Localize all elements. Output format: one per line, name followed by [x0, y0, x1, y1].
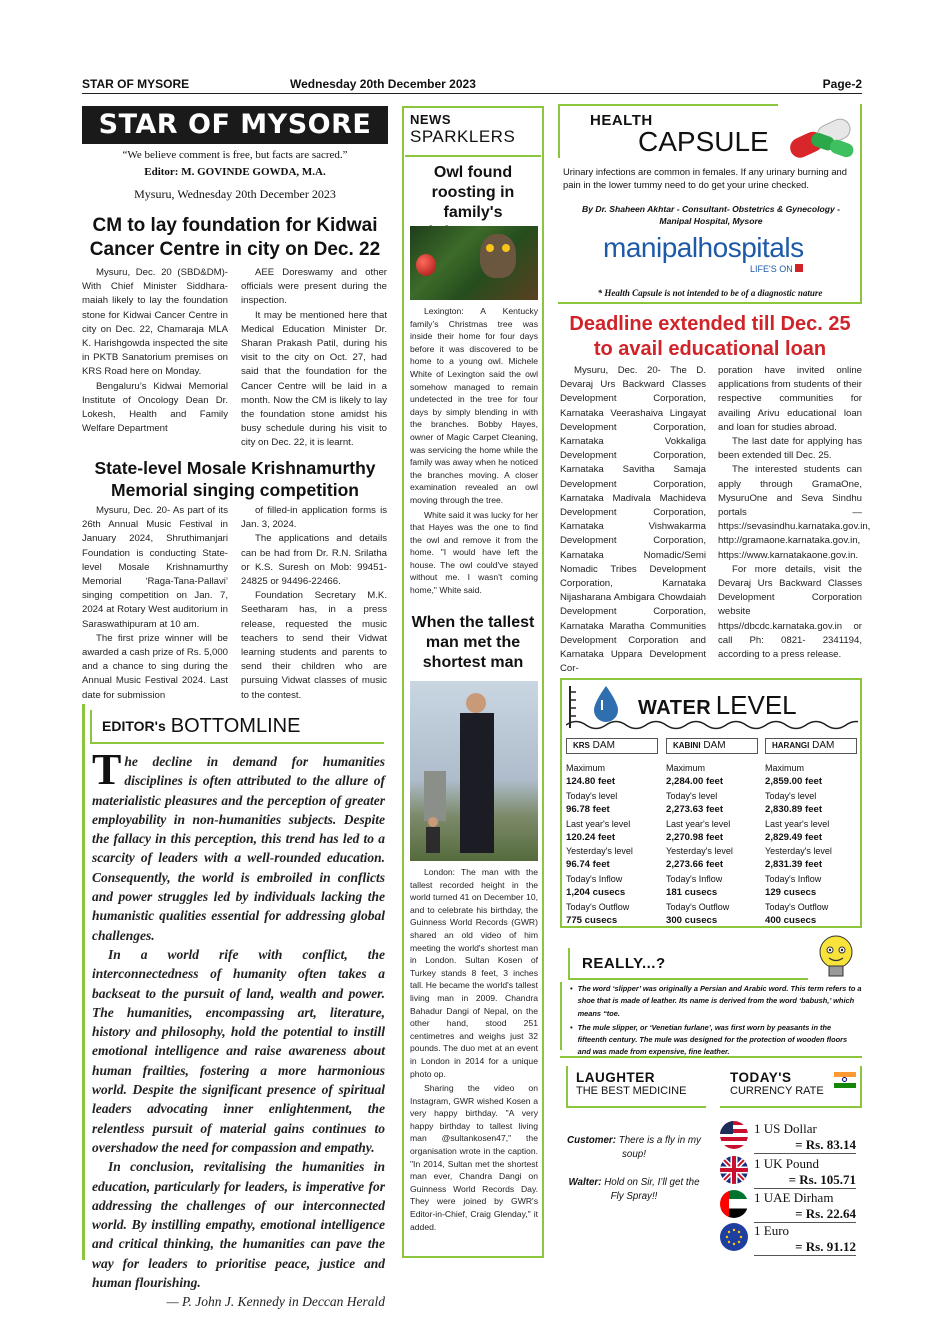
short-man-body-icon	[426, 827, 440, 853]
dam-name-bold: HARANGI	[772, 741, 810, 750]
dam-today-label: Today's level	[566, 790, 618, 801]
kidwai-para: AEE Doreswamy and other officials were present during the inspection.	[241, 267, 387, 307]
health-label-2: CAPSULE	[638, 126, 769, 157]
dam-last-label: Last year's level	[566, 818, 631, 829]
capsule-icon	[782, 116, 860, 160]
health-label-1: HEALTH	[590, 112, 653, 129]
really-item-text: The word ‘slipper’ was originally a Persian and Arabic word. This term refers to a shoe that is made of leather. Its name is derived from the word ‘babush,’ which means “toe.	[577, 984, 862, 1018]
plus-icon	[795, 264, 803, 272]
kidwai-headline-line2: Cancer Centre in city on Dec. 22	[89, 239, 381, 260]
joke-waiter-text: Hold on Sir, I’ll get the Fly Spray!!	[604, 1177, 700, 1203]
kidwai-headline	[82, 214, 388, 262]
tall-man-head-icon	[466, 693, 486, 713]
laughter-label-box	[566, 1066, 706, 1108]
dam-today-value: 96.78 feet	[566, 803, 610, 815]
building-icon	[424, 771, 446, 821]
news-label-1: NEWS	[410, 112, 451, 127]
uk-flag-icon	[720, 1156, 748, 1184]
dam-outflow-value: 775 cusecs	[566, 914, 618, 926]
mosale-para: of filled-in application forms is Jan. 3, 2024.	[241, 505, 387, 531]
rate-aed-name: 1 UAE Dirham	[754, 1190, 834, 1205]
news-label-2: SPARKLERS	[410, 127, 516, 146]
owl-photo	[410, 226, 538, 300]
rate-usd-name: 1 US Dollar	[754, 1121, 817, 1136]
dam-last-value: 120.24 feet	[566, 831, 616, 843]
dam-header	[666, 738, 758, 754]
mosale-headline-line1: State-level Mosale Krishnamurthy	[94, 458, 376, 478]
wave-line	[566, 718, 858, 732]
owl-para: Lexington: A Kentucky family’s Christmas tree was inside their home for four days before it was discovered to be home to a young owl. Michele White of Lexington said the owl somehow managed to remain undetected in the tree for four days by simply blending in with the branches. Bobby Hayes, owner of Magic Carpet Cleaning, was servicing the home while the family was away when he noticed the branches moving. A closer examination revealed an owl moving through the tree.	[410, 306, 538, 505]
dam-name-bold: KRS	[573, 741, 590, 750]
dam-outflow-label: Today's Outflow	[765, 902, 829, 913]
dam-last-value: 2,829.49 feet	[765, 831, 823, 843]
dam-name: DAM	[592, 740, 615, 751]
joke-customer-text: There is a fly in my soup!	[618, 1135, 701, 1161]
owl-headline: Owl found roosting in family's	[431, 164, 515, 221]
loan-para: Mysuru, Dec. 20- The D. Devaraj Urs Backward Classes Development Corporation, Karnataka Veerashaiva Lingayat Development Corporation, Karnataka Vokkaliga Development Corporation, Karnataka Savitha Samaja Development Corporation, Karnataka Madivala Machideva Development Corporation, Karnataka Vishwakarma Development Corporation, Karnataka Nomadic/Semi Nomadic Tribes Development Corporation, Karnataka Nijasharana Ambigara Chowdaiah Development Corporation, Karnataka Maratha Communities Development Corporation and Karnataka Uppara Development Cor-	[560, 365, 706, 675]
ornament-icon	[416, 254, 436, 276]
editorial-label-thin: BOTTOMLINE	[170, 714, 301, 737]
dam-last-value: 2,270.98 feet	[666, 831, 724, 843]
mosale-headline	[82, 457, 388, 501]
joke-waiter-label: Walter:	[568, 1177, 602, 1188]
manipal-tagline	[750, 264, 803, 274]
dam-outflow-label: Today's Outflow	[666, 902, 730, 913]
loan-col2	[718, 364, 871, 662]
dam-table	[566, 738, 858, 928]
rate-gbp-value: = Rs. 105.71	[754, 1172, 856, 1189]
mosale-para: The first prize winner will be awarded a cash prize of Rs. 5,000 and a chance to sing during the Annual Music Festival 2024. Last date for submission	[82, 632, 228, 701]
water-label	[638, 690, 797, 721]
editorial-para: In conclusion, revitalising the humanities in education, particularly for leaders, is imperative for addressing the challenges of our interconnected world. By instilling empathy, emotional intelligence and critical thinking, the humanities can pave the way for leaders to prioritise peace, justice and human flourishing.	[92, 1159, 385, 1291]
joke-customer-label: Customer:	[567, 1135, 617, 1146]
dam-name: DAM	[812, 740, 835, 751]
owl-eye-icon	[502, 244, 510, 252]
loan-headline-line2: to avail educational loan	[593, 338, 827, 360]
dam-yest-value: 2,831.39 feet	[765, 859, 823, 871]
short-man-head-icon	[428, 817, 438, 827]
water-label-1: WATER	[638, 697, 712, 719]
mosale-headline-line2: Memorial singing competition	[111, 480, 359, 500]
news-label	[410, 112, 538, 147]
loan-para: For more details, visit the Devaraj Urs Backward Classes Development Corporation website https//dbcdc.karnataka.gov.in or call Ph: 0821- 2341194, according to a press release.	[718, 563, 862, 661]
joke-customer	[566, 1134, 702, 1163]
tallest-text	[410, 866, 538, 1233]
health-text: Urinary infections are common in females. If any urinary burning and pain in the lower tummy need to do get your urine checked.	[563, 166, 847, 190]
editorial-para: In a world rife with conflict, the interconnectedness of humanity often takes a backseat to the pursuit of land, wealth and power. The humanities, encompassing art, literature, history and philosophy, hold the potential to instill emotional intelligence and raise awareness about human frailties, fostering a more harmonious world. Despite the significant presence of spiritual leaders advocating inner enlightenment, the relentless pursuit of material gains continues to overshadow the need for compassion and empathy.	[92, 946, 385, 1155]
dam-krs	[566, 738, 658, 928]
health-disclaimer: * Health Capsule is not intended to be of a diagnostic nature	[597, 288, 823, 298]
india-flag-icon	[834, 1072, 856, 1088]
owl-text	[410, 305, 538, 597]
dam-values	[566, 762, 658, 928]
currency-label-1: TODAY'S	[730, 1070, 792, 1085]
masthead-dateline: Mysuru, Wednesday 20th December 2023	[134, 187, 336, 201]
kidwai-para: Bengaluru’s Kidwai Memorial Institute of Oncology Dean Dr. Lokesh, Health and Family Welfare Department	[82, 380, 228, 435]
dam-yest-label: Yesterday's level	[765, 846, 832, 857]
rate-eur-name: 1 Euro	[754, 1223, 790, 1238]
rate-eur-value: = Rs. 91.12	[754, 1239, 856, 1256]
dam-max-label: Maximum	[666, 763, 706, 773]
really-label-box	[568, 948, 808, 980]
dam-header	[566, 738, 658, 754]
dam-outflow-label: Today's Outflow	[566, 902, 630, 913]
mosale-para: Foundation Secretary M.K. Seetharam has, in a press release, requested the music teachers to send their Vidwat learning students and parents to send their children who are pursuing Vidwat classes of music to the contest.	[241, 590, 387, 701]
editorial-para: he decline in demand for humanities disciplines is often attributed to the allure of materialistic pleasures and the perception of greater employability in non-humanities subjects. Despite the fallacy in this perception, this trend has led to a scarcity of leaders with a well-rounded education. Consequently, the world is embroiled in conflicts and power struggles led by individuals lacking the humanistic qualities essential for addressing global challenges.	[92, 754, 385, 943]
dam-yest-label: Yesterday's level	[566, 846, 633, 857]
news-label-rule	[405, 155, 541, 157]
health-label	[590, 112, 769, 155]
dam-inflow-value: 129 cusecs	[765, 887, 817, 899]
really-item-text: The mule slipper, or ‘Venetian furlane’, was first worn by peasants in the fifteenth century. The mule was designed for the protection of wooden floors and was made from expensive, fine leather.	[577, 1022, 848, 1057]
dam-values	[765, 762, 857, 928]
tallest-photo	[410, 681, 538, 861]
masthead-motto: “We believe comment is free, but facts are sacred.”	[122, 149, 348, 161]
loan-para: poration have invited online applications from students of their respective communities for availing Arivu educational loan and loan for studies abroad.	[718, 365, 862, 433]
laughter-label-2: THE BEST MEDICINE	[576, 1085, 687, 1097]
loan-col1	[560, 364, 706, 676]
dam-max-label: Maximum	[566, 763, 606, 773]
dam-inflow-label: Today's Inflow	[666, 874, 723, 885]
dam-max-value: 124.80 feet	[566, 775, 616, 787]
tall-man-body-icon	[460, 713, 494, 853]
us-flag-icon	[720, 1121, 748, 1149]
loan-para: The interested students can apply through GramaOne, MysuruOne and Seva Sindhu portals — https://sevasindhu.karnataka.gov.in, http://gramaone.karnataka.gov.in, https://www.karnatakaone.gov.in.	[718, 464, 871, 561]
dam-harangi	[765, 738, 857, 928]
owl-icon	[480, 234, 516, 278]
dam-inflow-value: 1,204 cusecs	[566, 887, 626, 899]
rate-usd-value: = Rs. 83.14	[754, 1137, 856, 1154]
masthead-title: STAR OF MYSORE	[82, 106, 388, 144]
water-label-2: LEVEL	[715, 690, 797, 720]
masthead-editor: Editor: M. GOVINDE GOWDA, M.A.	[144, 166, 326, 178]
dam-outflow-value: 400 cusecs	[765, 914, 817, 926]
really-bottom-rule	[560, 1056, 862, 1058]
header-date: Wednesday 20th December 2023	[290, 77, 476, 91]
editorial-label-bold: EDITOR's	[102, 718, 166, 734]
tallest-para: London: The man with the tallest recorded height in the world turned 41 on December 10, and to celebrate his birthday, the Guinness World Records (GWR) shared an old video of him meeting the world's shortest man in London. Sultan Kosen of Turkey stands 8 feet, 3 inches tall. He became the world's tallest living man in 2009. Chandra Bahadur Dangi of Nepal, on the other hand, stood 251 centimetres and weighs just 32 pounds. The duo met at an event in London in 2014 for a unique photo op.	[410, 867, 538, 1079]
kidwai-col2	[241, 266, 387, 451]
eu-flag-icon	[720, 1223, 748, 1251]
loan-headline	[556, 312, 864, 362]
really-list	[564, 983, 862, 1059]
tallest-para: Sharing the video on Instagram, GWR wished Kosen a very happy birthday. "A very happy birthday to tallest living man @sultankosen47," the organisation wrote in the caption. "In 2014, Sultan met the shortest man ever, Chandra Dangi on Guinness World Records Day. They were joined by GWR's Editor-in-Chief, Craig Glenday," it added.	[410, 1083, 538, 1232]
manipal-logo: manipalhospitals	[603, 232, 804, 263]
dam-yest-label: Yesterday's level	[666, 846, 733, 857]
dam-last-label: Last year's level	[765, 818, 830, 829]
dam-outflow-value: 300 cusecs	[666, 914, 718, 926]
kidwai-para: Mysuru, Dec. 20 (SBD&DM)- With Chief Minister Siddhara-maiah likely to lay the foundation stone for Kidwai Cancer Centre in city on Dec. 22, Chamaraja MLA K. Harishgowda inspected the site in PKTB Sanatorium premises on KRS Road here on Monday.	[82, 267, 228, 378]
dam-name: DAM	[703, 740, 726, 751]
dam-max-label: Maximum	[765, 763, 805, 773]
joke-waiter	[566, 1176, 702, 1205]
manipal-tagline-text: LIFE'S ON	[750, 264, 793, 274]
owl-eye-icon	[486, 244, 494, 252]
dam-max-value: 2,859.00 feet	[765, 775, 823, 787]
dam-name-bold: KABINI	[673, 741, 701, 750]
mosale-para: The applications and details can be had from Dr. R.N. Srilatha or K.S. Suresh on Mob: 99451-24825 or 94496-22466.	[241, 533, 387, 588]
loan-para: The last date for applying has been extended till Dec. 25.	[718, 436, 862, 462]
mosale-col1	[82, 504, 228, 703]
header-page-number: Page-2	[822, 77, 862, 91]
dam-inflow-value: 181 cusecs	[666, 887, 718, 899]
editorial-dropcap: T	[92, 745, 122, 794]
dam-last-label: Last year's level	[666, 818, 731, 829]
rate-gbp-name: 1 UK Pound	[754, 1156, 820, 1171]
dam-header	[765, 738, 857, 754]
dam-yest-value: 2,273.66 feet	[666, 859, 724, 871]
uae-flag-icon	[720, 1190, 748, 1218]
owl-para: White said it was lucky for her that Hayes was the one to find the owl and remove it from the home. "I would have left the house. The owl could've stayed without me. I wasn't coming home," White said.	[410, 509, 538, 596]
kidwai-para: It may be mentioned here that Medical Education Minister Dr. Sharan Prakash Patil, during his visit to the city on Oct. 27, had said that the foundation for the Cancer Centre will be laid in a month. Now the CM is likely to lay the foundation stone amidst his busy schedule during his visit to city on Dec. 22, it is learnt.	[241, 309, 387, 449]
dam-kabini	[666, 738, 758, 928]
page-header	[82, 76, 862, 94]
kidwai-col1	[82, 266, 228, 436]
bullet-icon: •	[570, 1022, 573, 1032]
rate-aed-value: = Rs. 22.64	[754, 1206, 856, 1223]
kidwai-headline-line1: CM to lay foundation for Kidwai	[92, 215, 378, 236]
dam-values	[666, 762, 758, 928]
currency-label-2: CURRENCY RATE	[730, 1085, 824, 1097]
really-left-rule	[560, 982, 562, 1050]
dam-today-value: 2,273.63 feet	[666, 803, 724, 815]
mosale-para: Mysuru, Dec. 20- As part of its 26th Annual Music Festival in January 2024, Shruthimanjari Foundation is conducting State-level Mosale Krishnamurthy Memorial ‘Raga-Tana-Pallavi’ singing competition on Jan. 7, 2024 at Rotary West auditorium in Saraswathipuram at 10 am.	[82, 505, 228, 630]
lightbulb-icon	[814, 932, 858, 984]
editorial-left-rule	[82, 704, 85, 1260]
dam-today-label: Today's level	[765, 790, 817, 801]
dam-inflow-label: Today's Inflow	[765, 874, 822, 885]
dam-inflow-label: Today's Inflow	[566, 874, 623, 885]
dam-today-value: 2,830.89 feet	[765, 803, 823, 815]
header-paper-name: STAR OF MYSORE	[82, 77, 190, 91]
tallest-headline: When the tallest man met the shortest man	[411, 614, 535, 671]
health-byline: By Dr. Shaheen Akhtar - Consultant- Obstetrics & Gynecology - Manipal Hospital, Mysore	[581, 204, 841, 226]
dam-today-label: Today's level	[666, 790, 718, 801]
loan-headline-line1: Deadline extended till Dec. 25	[569, 313, 851, 335]
bullet-icon: •	[570, 984, 573, 993]
laughter-label-1: LAUGHTER	[576, 1070, 655, 1085]
mosale-col2	[241, 504, 387, 703]
editorial-label-box	[90, 710, 384, 744]
editorial-body	[92, 745, 385, 1312]
really-item	[564, 1022, 862, 1059]
really-label: REALLY...?	[582, 954, 666, 972]
really-item	[564, 983, 862, 1020]
dam-max-value: 2,284.00 feet	[666, 775, 724, 787]
editorial-credit: — P. John J. Kennedy in Deccan Herald	[166, 1294, 385, 1310]
dam-yest-value: 96.74 feet	[566, 859, 610, 871]
